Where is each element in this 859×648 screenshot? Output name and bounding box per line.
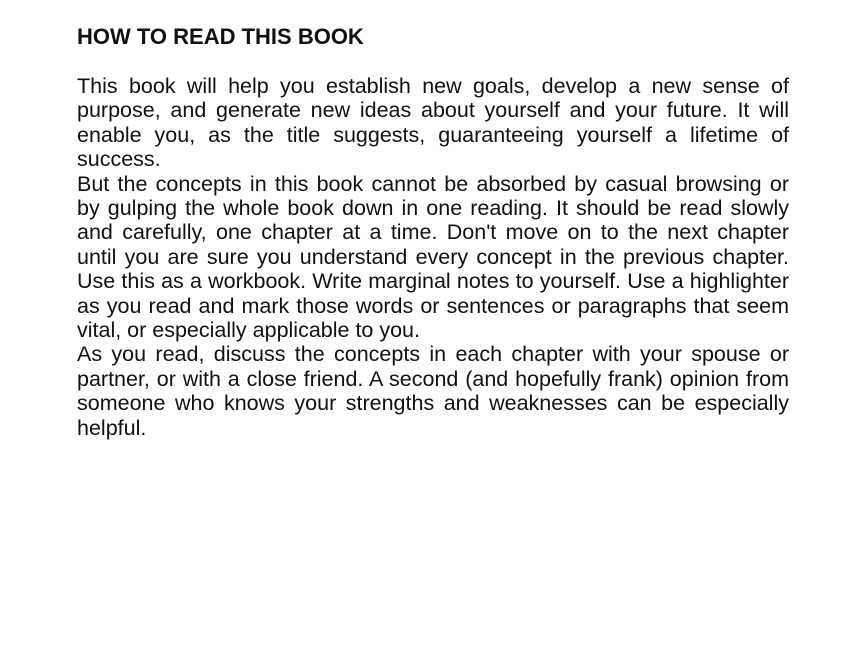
paragraph-3: As you read, discuss the concepts in each chapter with your spouse or partner, or with a close friend. A second (and hopefully frank) opinion from someone who knows your strengths and weaknesses can be especially helpful. <box>77 342 789 440</box>
section-heading: HOW TO READ THIS BOOK <box>77 24 364 49</box>
paragraph-1: This book will help you establish new goals, develop a new sense of purpose, and generate new ideas about yourself and your future. It will enable you, as the title suggests, guaranteeing yourself a lifetime of success. <box>77 74 789 172</box>
document-page <box>77 22 789 440</box>
paragraph-2: But the concepts in this book cannot be absorbed by casual browsing or by gulping the whole book down in one reading. It should be read slowly and carefully, one chapter at a time. Don't move on to the next chapter until you are sure you understand every concept in the previous chapter. Use this as a workbook. Write marginal notes to yourself. Use a highlighter as you read and mark those words or sentences or paragraphs that seem vital, or especially applicable to you. <box>77 171 789 343</box>
